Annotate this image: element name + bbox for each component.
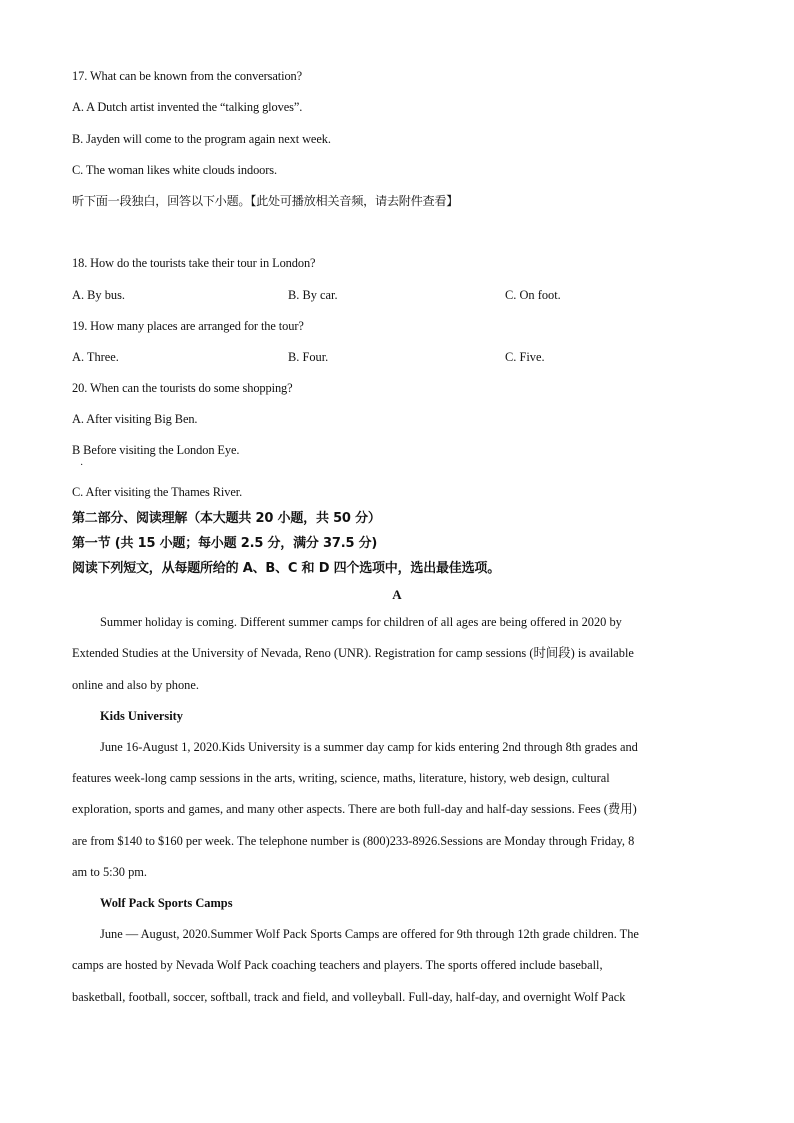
q18-option-a: A. By bus.	[72, 288, 126, 302]
q18-option-b: B. By car.	[288, 288, 338, 302]
kids-line: June 16-August 1, 2020.Kids University is a summer day camp for kids entering 2nd through 8th grades and	[100, 740, 638, 754]
intro-line: Summer holiday is coming. Different summer camps for children of all ages are being offered in 2020 by	[100, 615, 622, 629]
intro-line: online and also by phone.	[72, 678, 199, 692]
q17-option-a: A. A Dutch artist invented the “talking gloves”.	[72, 100, 303, 114]
q19-option-c: C. Five.	[505, 350, 545, 364]
question-20: 20. When can the tourists do some shopping?	[72, 381, 293, 395]
question-18: 18. How do the tourists take their tour in London?	[72, 256, 316, 270]
question-19: 19. How many places are arranged for the tour?	[72, 319, 304, 333]
q17-option-b: B. Jayden will come to the program again next week.	[72, 132, 331, 146]
listening-instruction: 听下面一段独白，回答以下小题。【此处可播放相关音频，请去附件查看】	[72, 194, 459, 208]
section-one-title: 第一节 (共 15 小题；每小题 2.5 分，满分 37.5 分)	[72, 536, 378, 551]
part-two-title: 第二部分、阅读理解（本大题共 20 小题，共 50 分）	[72, 511, 381, 526]
q20-option-a: A. After visiting Big Ben.	[72, 412, 198, 426]
q19-option-a: A. Three.	[72, 350, 119, 364]
q17-option-c: C. The woman likes white clouds indoors.	[72, 163, 278, 177]
q18-option-c: C. On foot.	[505, 288, 561, 302]
kids-line: am to 5:30 pm.	[72, 865, 148, 879]
reading-directions: 阅读下列短文，从每题所给的 A、B、C 和 D 四个选项中，选出最佳选项。	[72, 561, 501, 576]
q20-option-c: C. After visiting the Thames River.	[72, 485, 243, 499]
wolf-line: camps are hosted by Nevada Wolf Pack coaching teachers and players. The sports offered include baseball,	[72, 958, 603, 972]
kids-line: exploration, sports and games, and many other aspects. There are both full-day and half-day sessions. Fees (费用)	[72, 802, 637, 816]
intro-line: Extended Studies at the University of Nevada, Reno (UNR). Registration for camp sessions (时间段) is available	[72, 646, 634, 660]
wolf-pack-heading: Wolf Pack Sports Camps	[100, 896, 233, 910]
passage-label: A	[392, 587, 402, 602]
wolf-line: basketball, football, soccer, softball, track and field, and volleyball. Full-day, half-day, and overnight Wolf Pack	[72, 990, 626, 1004]
kids-line: features week-long camp sessions in the arts, writing, science, maths, literature, history, web design, cultural	[72, 771, 610, 785]
kids-university-heading: Kids University	[100, 709, 183, 723]
stray-dot: ·	[80, 460, 84, 471]
question-17: 17. What can be known from the conversation?	[72, 69, 303, 83]
kids-line: are from $140 to $160 per week. The telephone number is (800)233-8926.Sessions are Monday through Friday, 8	[72, 834, 635, 848]
q20-option-b: B Before visiting the London Eye.	[72, 443, 240, 457]
wolf-line: June — August, 2020.Summer Wolf Pack Sports Camps are offered for 9th through 12th grade children. The	[100, 927, 639, 941]
q19-option-b: B. Four.	[288, 350, 329, 364]
